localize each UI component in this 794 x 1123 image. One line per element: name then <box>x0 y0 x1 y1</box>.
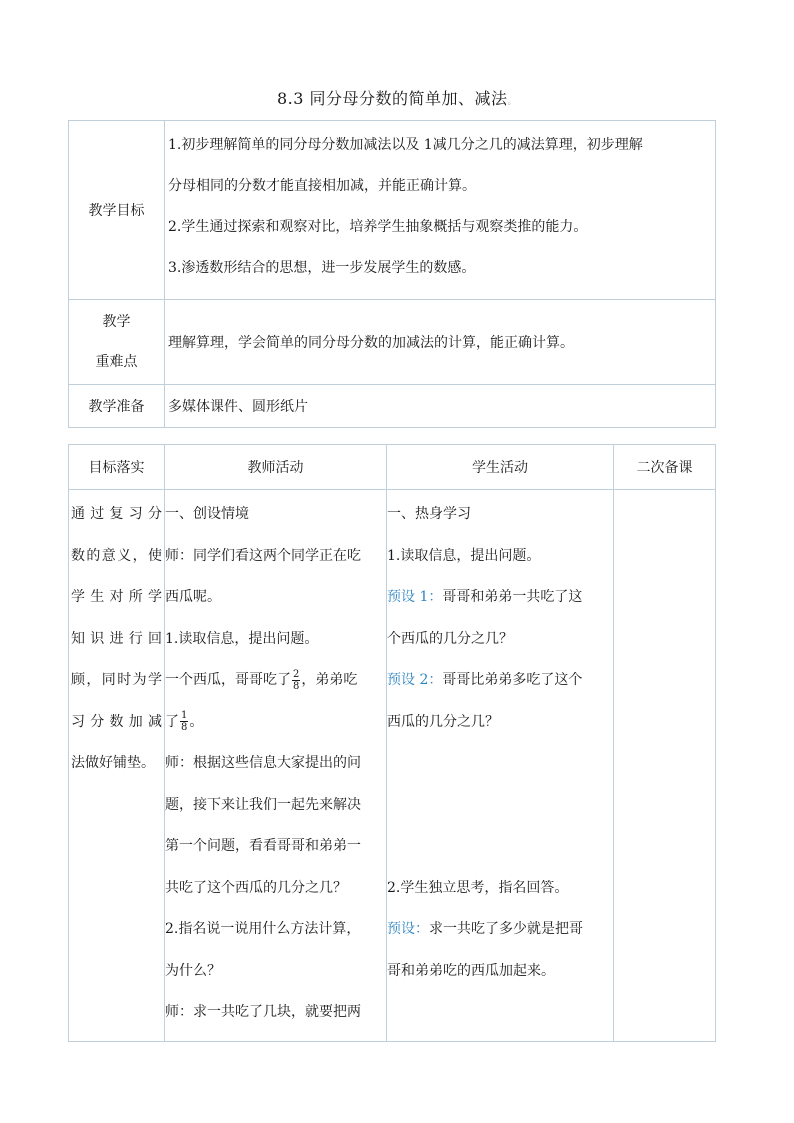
activity-table <box>68 444 716 1042</box>
teacher-line-fraction: 了 $\frac{1}{8}$ 。 <box>165 710 204 733</box>
fraction-one-eighth: $\frac{1}{8}$ <box>181 710 188 733</box>
objectives-label: 教学目标 <box>69 121 165 300</box>
teacher-line: 第一个问题，看看哥哥和弟弟一 <box>165 838 361 854</box>
student-line: 一、热身学习 <box>387 506 471 522</box>
lesson-info-table <box>68 120 716 428</box>
goal-line: 习分数加减 <box>71 713 162 730</box>
teacher-line: 1.读取信息，提出问题。 <box>165 630 319 647</box>
goal-line: 数的意义，使 <box>71 547 162 564</box>
objectives-cell <box>165 121 716 300</box>
teacher-line: 师：求一共吃了几块，就要把两 <box>165 1004 361 1020</box>
teacher-cell <box>165 490 387 1042</box>
student-spacer <box>387 743 613 785</box>
teacher-line: 2.指名说一说用什么方法计算， <box>165 921 361 937</box>
preset-label: 预设 1： <box>387 589 443 605</box>
page-title: 8.3 同分母分数的简单加、减法。 <box>276 89 518 108</box>
student-preset-1: 预设 1：哥哥和弟弟一共吃了这 <box>387 589 583 605</box>
prep-label: 教学准备 <box>69 385 165 428</box>
teacher-line: 为什么？ <box>165 962 221 979</box>
goal-line: 法做好铺垫。 <box>71 755 155 771</box>
student-line: 1.读取信息，提出问题。 <box>387 547 541 564</box>
difficulty-text: 理解算理，学会简单的同分母分数的加减法的计算，能正确计算。 <box>165 300 716 385</box>
goal-cell <box>69 490 165 1042</box>
difficulty-label-line1: 教学 <box>102 314 131 330</box>
goal-line: 学生对所学 <box>71 589 162 605</box>
student-line: 哥和弟弟吃的西瓜加起来。 <box>387 962 555 979</box>
student-cell <box>387 490 614 1042</box>
preset-label: 预设 2： <box>387 672 443 688</box>
objective-line: 1.初步理解简单的同分母分数加减法以及 1减几分之几的减法算理，初步理解 <box>168 137 643 153</box>
objective-line: 分母相同的分数才能直接相加减，并能正确计算。 <box>168 178 476 194</box>
teacher-line: 师：根据这些信息大家提出的问 <box>165 755 361 771</box>
student-preset-2: 预设 2：哥哥比弟弟多吃了这个 <box>387 672 583 688</box>
student-spacer <box>387 826 613 868</box>
objectives-row <box>69 121 716 300</box>
teacher-line: 题，接下来让我们一起先来解决 <box>165 796 361 813</box>
title-mark: 。 <box>507 97 518 107</box>
goal-line: 知识进行回 <box>71 630 162 647</box>
fraction-two-eighths: $\frac{2}{8}$ <box>293 668 300 692</box>
prep-row <box>69 385 716 428</box>
teacher-line: 师：同学们看这两个同学正在吃 <box>165 547 361 564</box>
goal-line: 顾，同时为学 <box>71 672 162 688</box>
activity-body-row <box>69 490 716 1042</box>
teacher-line: 一、创设情境 <box>165 506 249 522</box>
teacher-line: 共吃了这个西瓜的几分之几？ <box>165 879 347 896</box>
header-student: 学生活动 <box>387 445 614 490</box>
student-line: 个西瓜的几分之几？ <box>387 630 513 647</box>
objective-line: 2.学生通过探索和观察对比，培养学生抽象概括与观察类推的能力。 <box>168 219 588 235</box>
student-spacer <box>387 785 613 827</box>
goal-line: 通过复习分 <box>71 506 162 522</box>
preset-label: 预设： <box>387 921 429 937</box>
activity-header-row <box>69 445 716 490</box>
prep-text: 多媒体课件、圆形纸片 <box>165 385 716 428</box>
teacher-line-fraction: 一个西瓜，哥哥吃了 $\frac{2}{8}$ ，弟弟吃 <box>165 668 358 692</box>
objective-line: 3.渗透数形结合的思想，进一步发展学生的数感。 <box>168 260 476 276</box>
teacher-line: 西瓜呢。 <box>165 589 221 605</box>
difficulty-label <box>69 300 165 385</box>
student-line: 2.学生独立思考，指名回答。 <box>387 879 569 896</box>
notes-cell <box>614 490 716 1042</box>
student-line: 西瓜的几分之几？ <box>387 713 499 730</box>
student-preset-3: 预设：求一共吃了多少就是把哥 <box>387 921 583 937</box>
difficulty-row <box>69 300 716 385</box>
difficulty-label-line2: 重难点 <box>95 354 138 370</box>
header-notes: 二次备课 <box>614 445 716 490</box>
header-goal: 目标落实 <box>69 445 165 490</box>
header-teacher: 教师活动 <box>165 445 387 490</box>
